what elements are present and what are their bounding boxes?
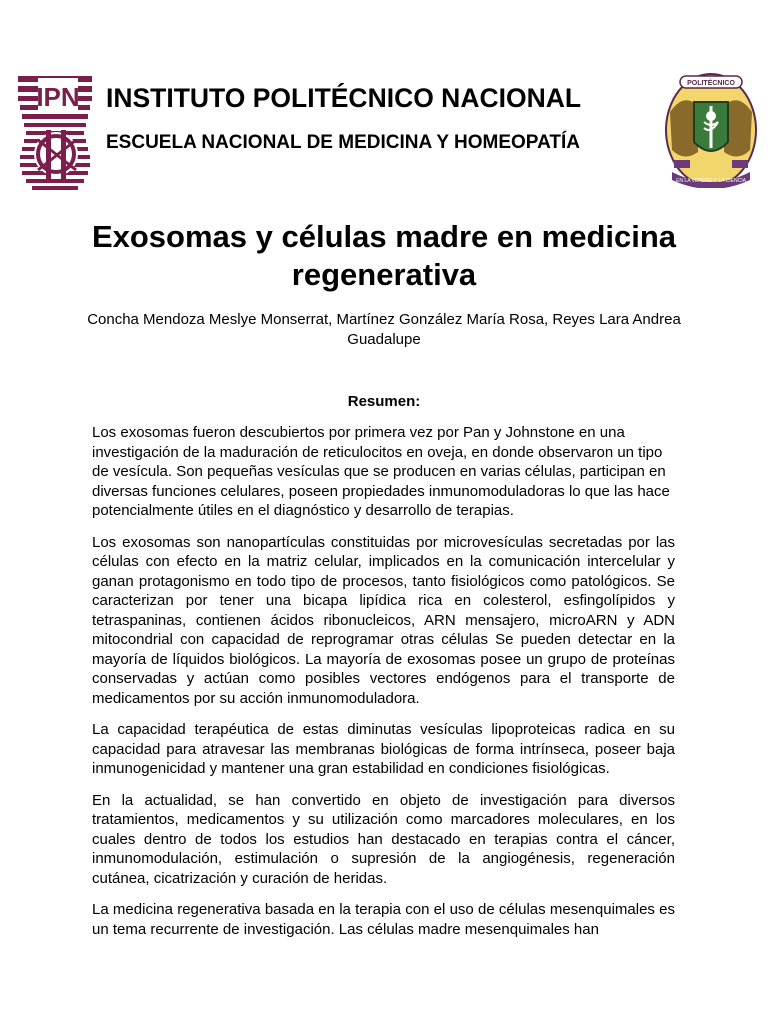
abstract-body <box>92 423 675 951</box>
right-logo-banner-text: POLITÉCNICO <box>687 80 735 87</box>
right-logo-motto-text: EN LA VERDAD Y LA CIENCIA <box>676 178 746 184</box>
paper-authors: Concha Mendoza Meslye Monserrat, Martínez González María Rosa, Reyes Lara Andrea Guadalupe <box>87 311 681 348</box>
ipn-logo <box>16 70 98 192</box>
abstract-paragraph-3: La capacidad terapéutica de estas diminutas vesículas lipoproteicas radica en su capacidad para atravesar las membranas biológicas de forma intrínseca, poseer baja inmunogenicidad y mantener una gran estabilidad en condiciones fisiológicas. <box>92 721 675 777</box>
abstract-paragraph-5: La medicina regenerativa basada en la terapia con el uso de células mesenquimales es un tema recurrente de investigación. Las células madre mesenquimales han <box>92 901 675 938</box>
institution-title: INSTITUTO POLITÉCNICO NACIONAL <box>106 83 582 113</box>
abstract-paragraph-2: Los exosomas son nanopartículas constituidas por microvesículas secretadas por las células con efecto en la matriz celular, implicados en la comunicación intercelular y ganan protagonismo en todo tipo de procesos, tanto fisiológicos como patológicos. Se caracterizan por tener una bicapa lipídica rica en colesterol, esfingolípidos y tetraspaninas, contienen ácidos ribonucleicos, ARN mensajero, microARN y ADN mitocondrial con capacidad de reprogramar otras células Se pueden detectar en la mayoría de líquidos biológicos. La mayoría de exosomas posee un grupo de proteínas conservadas y actúan como posibles vectores endógenos para el transporte de medicamentos por su acción inmunomoduladora. <box>92 533 675 707</box>
school-title: ESCUELA NACIONAL DE MEDICINA Y HOMEOPATÍA <box>106 132 580 153</box>
enmh-shield-logo <box>664 72 758 188</box>
paper-title: Exosomas y células madre en medicina regenerativa <box>91 219 677 292</box>
abstract-paragraph-4: En la actualidad, se han convertido en objeto de investigación para diversos tratamientos, medicamentos y su utilización como marcadores moleculares, en los cuales dentro de todos los estudios han destacado en terapias contra el cáncer, inmunomodulación, estimulación o supresión de la angiogénesis, regeneración cutánea, cicatrización y curación de heridas. <box>92 791 675 887</box>
abstract-paragraph-1: Los exosomas fueron descubiertos por primera vez por Pan y Johnstone en una investigación de la maduración de reticulocitos en oveja, en donde observaron un tipo de vesícula. Son pequeñas vesículas que se producen en varias células, participan en diversas funciones celulares, poseen propiedades inmunomoduladoras lo que las hace potencialmente útiles en el diagnóstico y desarrollo de terapias. <box>92 424 670 519</box>
abstract-heading: Resumen: <box>347 393 421 410</box>
svg-text:IPN: IPN <box>36 82 80 112</box>
